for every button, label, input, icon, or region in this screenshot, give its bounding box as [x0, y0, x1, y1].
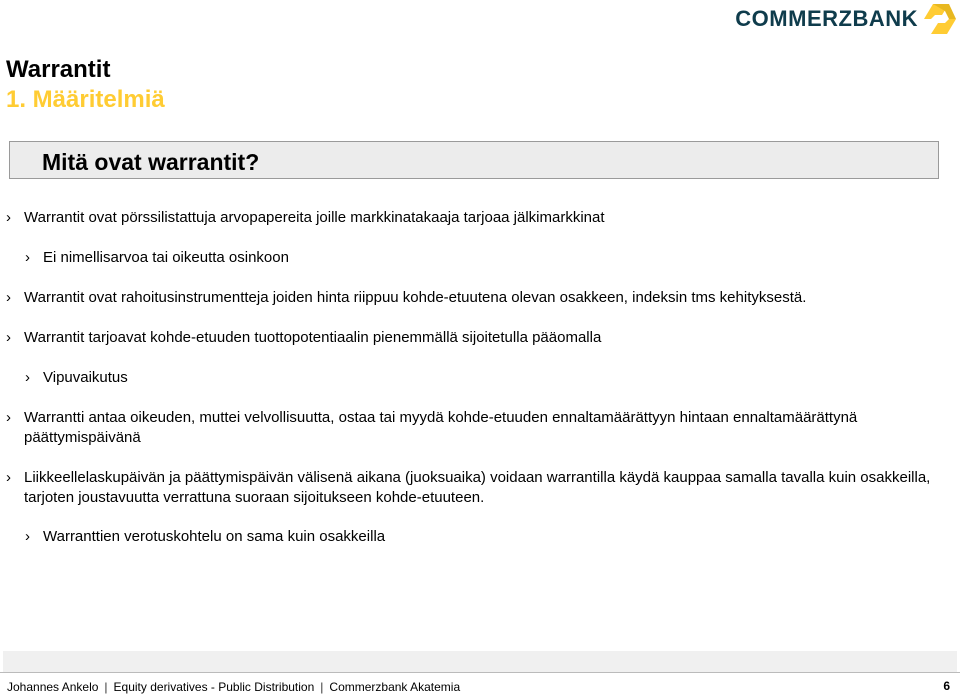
footer-band: [3, 651, 957, 672]
question-banner: [9, 141, 939, 179]
bullet-item: [6, 408, 951, 448]
footer-author: Johannes Ankelo: [7, 680, 99, 694]
banner-text: Mitä ovat warrantit?: [42, 149, 260, 175]
bullet-text: Vipuvaikutus: [43, 369, 128, 386]
footer-topic: Equity derivatives - Public Distribution: [113, 680, 315, 694]
bullet-text: Warrantit tarjoavat kohde-etuuden tuottopotentiaalin pienemmällä sijoitetulla pääomalla: [24, 329, 602, 346]
sub-bullet-item: [25, 368, 128, 388]
bullet-item: [6, 328, 601, 348]
footer-org: Commerzbank Akatemia: [329, 680, 461, 694]
chevron-right-icon: ›: [6, 209, 11, 226]
sub-bullet-item: [25, 248, 289, 268]
commerzbank-logo: [735, 2, 958, 36]
bullet-text: Warrantit ovat rahoitusinstrumentteja joiden hinta riippuu kohde-etuutena olevan osakkeen, indeksin tms kehityksestä.: [24, 289, 807, 306]
bullet-text: Warrantit ovat pörssilistattuja arvopapereita joille markkinatakaaja tarjoaa jälkimarkkinat: [24, 209, 605, 226]
chevron-right-icon: ›: [6, 469, 11, 486]
footer: [7, 680, 460, 694]
chevron-right-icon: ›: [6, 409, 11, 426]
section-subtitle: 1. Määritelmiä: [6, 86, 165, 113]
footer-separator: |: [320, 680, 324, 694]
logo-wordmark: COMMERZBANK: [735, 6, 918, 31]
page-title: Warrantit: [6, 56, 111, 83]
bullet-text: Warrantti antaa oikeuden, muttei velvollisuutta, ostaa tai myydä kohde-etuuden ennaltamäärättyyn hintaan ennaltamäärättynä päättymispäivänä: [24, 409, 858, 446]
footer-separator: |: [104, 680, 108, 694]
chevron-right-icon: ›: [6, 289, 11, 306]
sub-bullet-item: [25, 527, 385, 547]
bullet-item: [6, 208, 605, 228]
bullet-text: Warranttien verotuskohtelu on sama kuin osakkeilla: [43, 528, 386, 545]
chevron-right-icon: ›: [25, 528, 30, 545]
chevron-right-icon: ›: [6, 329, 11, 346]
page-number: 6: [943, 679, 950, 693]
commerzbank-ribbon-icon: [922, 2, 958, 36]
bullet-text: Liikkeellelaskupäivän ja päättymispäivän välisenä aikana (juoksuaika) voidaan warrantilla käydä kauppaa samalla tavalla kuin osakkeilla, tarjoten joustavuutta verrattuna suoraan sijoitukseen kohde-etuuteen.: [24, 469, 931, 506]
bullet-item: [6, 468, 951, 508]
footer-divider: [0, 672, 960, 673]
chevron-right-icon: ›: [25, 369, 30, 386]
bullet-item: [6, 288, 806, 308]
bullet-text: Ei nimellisarvoa tai oikeutta osinkoon: [43, 249, 289, 266]
chevron-right-icon: ›: [25, 249, 30, 266]
